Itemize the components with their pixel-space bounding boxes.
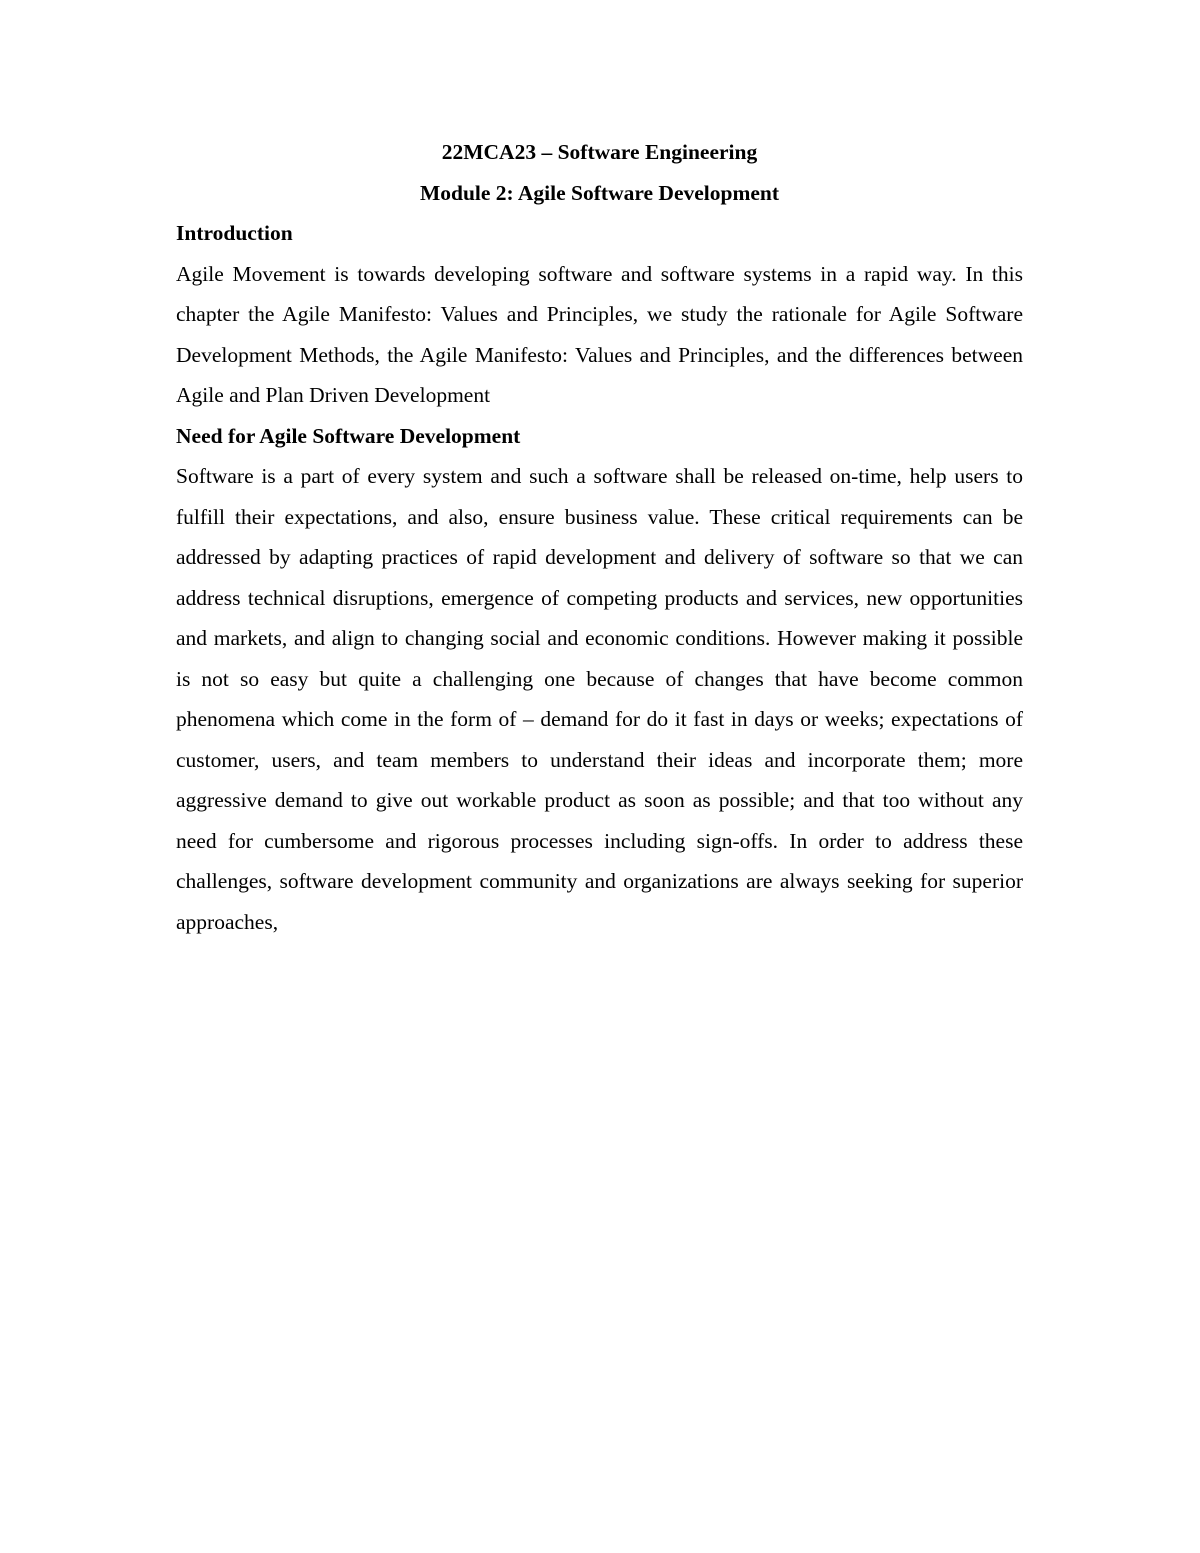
section-body-introduction: Agile Movement is towards developing software and software systems in a rapid way. In this chapter the Agile Manifesto: Values and Principles, we study the rationale for Agile Software Development Methods, the Agile Manifesto: Values and Principles, and the differences between Agile and Plan Driven Development: [176, 261, 1023, 407]
section-heading-need-for-agile: Need for Agile Software Development: [176, 423, 521, 448]
document-content: [176, 132, 1023, 942]
section-heading-introduction: Introduction: [176, 221, 293, 245]
section-body-need-for-agile: Software is a part of every system and such a software shall be released on-time, help users to fulfill their expectations, and also, ensure business value. These critical requirements can be addressed by adapting practices of rapid development and delivery of software so that we can address technical disruptions, emergence of competing products and services, new opportunities and markets, and align to changing social and economic conditions. However making it possible is not so easy but quite a challenging one because of changes that have become common phenomena which come in the form of – demand for do it fast in days or weeks; expectations of customer, users, and team members to understand their ideas and incorporate them; more aggressive demand to give out workable product as soon as possible; and that too without any need for cumbersome and rigorous processes including sign-offs. In order to address these challenges, software development community and organizations are always seeking for superior approaches,: [176, 464, 1023, 934]
document-title: 22MCA23 – Software Engineering: [441, 140, 758, 164]
module-title: Module 2: Agile Software Development: [419, 180, 780, 205]
